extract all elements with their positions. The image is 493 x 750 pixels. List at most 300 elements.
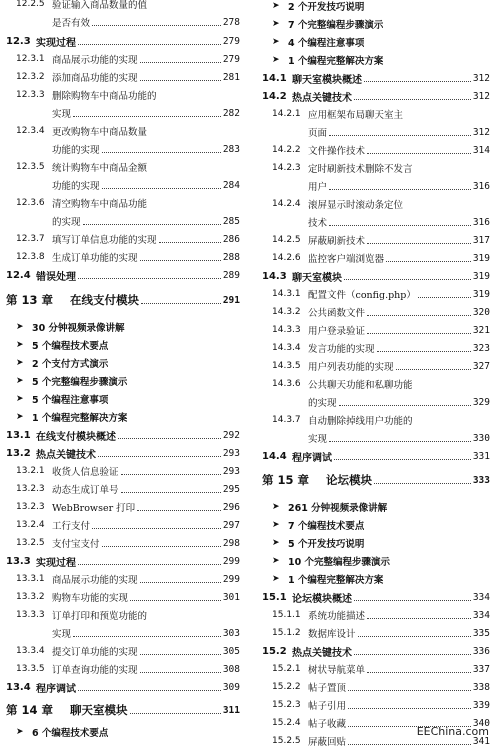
toc-entry-title: 用户 bbox=[308, 182, 328, 193]
toc-entry-sec bbox=[262, 69, 490, 87]
toc-entry-title: 30 分钟视频录像讲解 bbox=[32, 323, 125, 334]
dot-leader bbox=[83, 224, 221, 225]
toc-entry-number: 第 14 章 bbox=[6, 703, 54, 717]
toc-entry-title: 的实现 bbox=[308, 398, 337, 409]
toc-entry-page: 295 bbox=[222, 483, 240, 495]
toc-entry-sub bbox=[6, 660, 240, 678]
toc-entry-sub bbox=[262, 195, 490, 213]
dot-leader bbox=[329, 225, 471, 226]
toc-entry-title: 工行支付 bbox=[52, 521, 91, 532]
toc-entry-title: 10 个完整编程步骤演示 bbox=[288, 557, 391, 568]
toc-entry-title: 5 个编程技术要点 bbox=[32, 341, 109, 352]
toc-entry-number: 13.3.4 bbox=[16, 646, 45, 656]
toc-entry-number: 14.3.3 bbox=[272, 325, 301, 335]
toc-entry-page: 279 bbox=[222, 53, 240, 65]
toc-entry-sub bbox=[6, 50, 240, 68]
toc-entry-title: 帖子收藏 bbox=[308, 719, 347, 730]
toc-entry-sub bbox=[262, 105, 490, 123]
toc-entry-cont bbox=[262, 213, 490, 231]
toc-entry-title: 商品展示功能的实现 bbox=[52, 55, 138, 66]
bullet-arrow-icon: ➤ bbox=[16, 727, 24, 737]
toc-entry-page: 341 bbox=[472, 735, 490, 747]
dot-leader bbox=[92, 25, 221, 26]
toc-entry-chap bbox=[262, 471, 490, 489]
dot-leader bbox=[140, 62, 221, 63]
toc-entry-page: 292 bbox=[222, 429, 240, 441]
toc-entry-number: 12.2.5 bbox=[16, 0, 45, 9]
toc-entry-sub bbox=[262, 339, 490, 357]
toc-entry-page: 281 bbox=[222, 71, 240, 83]
dot-leader bbox=[159, 242, 221, 243]
dot-leader bbox=[130, 600, 221, 601]
toc-entry-title: 树状导航菜单 bbox=[308, 665, 366, 676]
toc-entry-cont bbox=[6, 104, 240, 122]
dot-leader bbox=[102, 188, 221, 189]
toc-entry-bullet bbox=[262, 570, 490, 588]
toc-entry-sub bbox=[6, 480, 240, 498]
toc-entry-bullet bbox=[6, 390, 240, 408]
toc-entry-number: 12.3.1 bbox=[16, 54, 45, 64]
toc-entry-number: 14.2.6 bbox=[272, 253, 301, 263]
dot-leader bbox=[329, 441, 471, 442]
toc-entry-sec bbox=[262, 447, 490, 465]
toc-entry-page: 308 bbox=[222, 663, 240, 675]
dot-leader bbox=[396, 369, 471, 370]
toc-entry-title: 实现过程 bbox=[36, 557, 76, 569]
toc-entry-page: 314 bbox=[472, 144, 490, 156]
toc-entry-title: 自动删除掉线用户功能的 bbox=[308, 416, 413, 427]
toc-entry-sub bbox=[6, 570, 240, 588]
toc-entry-title: 1 个编程完整解决方案 bbox=[288, 56, 384, 67]
toc-entry-number: 15.2.2 bbox=[272, 682, 301, 692]
toc-entry-title: 用户列表功能的实现 bbox=[308, 362, 394, 373]
toc-entry-number: 14.2.5 bbox=[272, 235, 301, 245]
toc-entry-chap bbox=[6, 291, 240, 309]
toc-entry-sec bbox=[262, 87, 490, 105]
toc-entry-number: 14.3.2 bbox=[272, 307, 301, 317]
toc-entry-title: 技术 bbox=[308, 218, 328, 229]
toc-entry-page: 285 bbox=[222, 215, 240, 227]
toc-entry-number: 13.2.1 bbox=[16, 466, 45, 476]
toc-entry-sub bbox=[262, 606, 490, 624]
toc-entry-title: 公共函数文件 bbox=[308, 308, 366, 319]
dot-leader bbox=[348, 690, 471, 691]
toc-entry-title: 帖子引用 bbox=[308, 701, 347, 712]
bullet-arrow-icon: ➤ bbox=[16, 340, 24, 350]
toc-entry-title: 论坛模块概述 bbox=[292, 593, 352, 605]
toc-entry-sub bbox=[262, 660, 490, 678]
toc-entry-page: 303 bbox=[222, 627, 240, 639]
toc-entry-number: 14.3.7 bbox=[272, 415, 301, 425]
toc-entry-number: 12.3 bbox=[6, 35, 31, 47]
toc-entry-title: 监控客户端浏览器 bbox=[308, 254, 385, 265]
bullet-arrow-icon: ➤ bbox=[16, 322, 24, 332]
toc-entry-number: 13.3.1 bbox=[16, 574, 45, 584]
toc-entry-page: 299 bbox=[222, 573, 240, 585]
dot-leader bbox=[354, 99, 471, 100]
bullet-arrow-icon: ➤ bbox=[272, 574, 280, 584]
toc-entry-title: 7 个编程技术要点 bbox=[288, 521, 365, 532]
dot-leader bbox=[140, 672, 221, 673]
toc-entry-title: 系统功能描述 bbox=[308, 611, 366, 622]
bullet-arrow-icon: ➤ bbox=[272, 520, 280, 530]
toc-entry-number: 13.3.2 bbox=[16, 592, 45, 602]
dot-leader bbox=[367, 243, 471, 244]
toc-entry-title: 更改购物车中商品数量 bbox=[52, 127, 148, 138]
toc-entry-title: 屏蔽刷新技术 bbox=[308, 236, 366, 247]
dot-leader bbox=[140, 654, 221, 655]
toc-entry-title: 5 个开发技巧说明 bbox=[288, 539, 365, 550]
toc-entry-title: 填写订单信息功能的实现 bbox=[52, 235, 157, 246]
toc-entry-number: 13.3 bbox=[6, 555, 31, 567]
dot-leader bbox=[358, 636, 471, 637]
toc-entry-sub bbox=[262, 696, 490, 714]
toc-entry-title: 公共聊天功能和私聊功能 bbox=[308, 380, 413, 391]
toc-entry-number: 15.2.5 bbox=[272, 736, 301, 746]
toc-entry-bullet bbox=[262, 33, 490, 51]
toc-entry-bullet bbox=[6, 408, 240, 426]
toc-entry-number: 12.4 bbox=[6, 269, 31, 281]
toc-entry-number: 15.2.1 bbox=[272, 664, 301, 674]
toc-entry-title: 清空购物车中商品功能 bbox=[52, 199, 148, 210]
dot-leader bbox=[78, 564, 221, 565]
toc-entry-sub bbox=[6, 588, 240, 606]
toc-entry-title: 商品展示功能的实现 bbox=[52, 575, 138, 586]
toc-entry-sec bbox=[262, 642, 490, 660]
toc-entry-number: 14.2.2 bbox=[272, 145, 301, 155]
toc-entry-title: 滚屏显示时滚动条定位 bbox=[308, 200, 404, 211]
toc-entry-number: 15.2.3 bbox=[272, 700, 301, 710]
toc-entry-title: 聊天室模块 bbox=[292, 272, 342, 284]
dot-leader bbox=[354, 600, 471, 601]
bullet-arrow-icon: ➤ bbox=[272, 538, 280, 548]
toc-entry-number: 15.2.4 bbox=[272, 718, 301, 728]
toc-entry-number: 13.4 bbox=[6, 681, 31, 693]
bullet-arrow-icon: ➤ bbox=[272, 37, 280, 47]
toc-entry-sub bbox=[6, 606, 240, 624]
toc-entry-sub bbox=[262, 411, 490, 429]
toc-entry-number: 14.3.4 bbox=[272, 343, 301, 353]
toc-entry-cont bbox=[6, 140, 240, 158]
toc-entry-title: 的实现 bbox=[52, 217, 81, 228]
toc-entry-title: 7 个完整编程步骤演示 bbox=[288, 20, 384, 31]
toc-entry-number: 13.2.3 bbox=[16, 502, 45, 512]
bullet-arrow-icon: ➤ bbox=[16, 412, 24, 422]
dot-leader bbox=[348, 708, 471, 709]
toc-entry-title: 动态生成订单号 bbox=[52, 485, 119, 496]
toc-entry-title: 添加商品功能的实现 bbox=[52, 73, 138, 84]
toc-entry-bullet bbox=[6, 336, 240, 354]
toc-entry-page: 296 bbox=[222, 501, 240, 513]
dot-leader bbox=[78, 690, 221, 691]
toc-entry-sub bbox=[6, 194, 240, 212]
toc-entry-page: 336 bbox=[472, 645, 490, 657]
bullet-arrow-icon: ➤ bbox=[272, 556, 280, 566]
toc-entry-page: 320 bbox=[472, 306, 490, 318]
toc-entry-title: 订单打印和预览功能的 bbox=[52, 611, 148, 622]
toc-entry-number: 13.2.4 bbox=[16, 520, 45, 530]
toc-entry-title: 支付宝支付 bbox=[52, 539, 100, 550]
toc-entry-number: 12.3.6 bbox=[16, 198, 45, 208]
dot-leader bbox=[348, 744, 471, 745]
bullet-arrow-icon: ➤ bbox=[16, 358, 24, 368]
dot-leader bbox=[102, 152, 221, 153]
dot-leader bbox=[92, 528, 221, 529]
toc-entry-sub bbox=[262, 231, 490, 249]
toc-entry-number: 12.3.8 bbox=[16, 252, 45, 262]
bullet-arrow-icon: ➤ bbox=[272, 19, 280, 29]
toc-entry-title: 配置文件（config.php） bbox=[308, 290, 416, 301]
dot-leader bbox=[374, 483, 471, 484]
toc-entry-sub bbox=[6, 122, 240, 140]
toc-entry-title: 热点关键技术 bbox=[292, 647, 352, 659]
toc-entry-sec bbox=[6, 32, 240, 50]
toc-entry-title: 6 个编程技术要点 bbox=[32, 728, 109, 739]
toc-entry-sub bbox=[6, 516, 240, 534]
toc-entry-number: 12.3.5 bbox=[16, 162, 45, 172]
toc-entry-page: 337 bbox=[472, 663, 490, 675]
toc-entry-bullet bbox=[262, 516, 490, 534]
toc-entry-sub bbox=[262, 678, 490, 696]
toc-entry-page: 316 bbox=[472, 216, 490, 228]
toc-entry-bullet bbox=[262, 552, 490, 570]
toc-entry-number: 14.2.4 bbox=[272, 199, 301, 209]
dot-leader bbox=[140, 582, 221, 583]
toc-entry-title: 5 个编程注意事项 bbox=[32, 395, 109, 406]
toc-entry-bullet bbox=[262, 51, 490, 69]
bullet-arrow-icon: ➤ bbox=[16, 376, 24, 386]
toc-entry-cont bbox=[6, 13, 240, 31]
bullet-arrow-icon: ➤ bbox=[272, 1, 280, 11]
toc-entry-title: 在线支付模块 bbox=[70, 293, 139, 307]
bullet-arrow-icon: ➤ bbox=[272, 502, 280, 512]
toc-entry-page: 312 bbox=[472, 126, 490, 138]
toc-entry-page: 279 bbox=[222, 35, 240, 47]
toc-entry-title: 2 个支付方式演示 bbox=[32, 359, 109, 370]
toc-entry-number: 15.1.2 bbox=[272, 628, 301, 638]
toc-entry-page: 338 bbox=[472, 681, 490, 693]
toc-entry-cont bbox=[6, 176, 240, 194]
toc-entry-number: 15.1 bbox=[262, 591, 287, 603]
toc-entry-number: 14.3 bbox=[262, 270, 287, 282]
toc-entry-title: 聊天室模块概述 bbox=[292, 74, 362, 86]
toc-entry-number: 13.2 bbox=[6, 447, 31, 459]
toc-entry-title: 验证输入商品数量的值 bbox=[52, 0, 148, 11]
toc-entry-sub bbox=[262, 303, 490, 321]
toc-entry-page: 329 bbox=[472, 396, 490, 408]
toc-entry-title: 在线支付模块概述 bbox=[36, 431, 116, 443]
toc-entry-sub bbox=[6, 248, 240, 266]
toc-entry-sub bbox=[6, 0, 240, 13]
toc-entry-bullet bbox=[262, 498, 490, 516]
toc-entry-page: 299 bbox=[222, 555, 240, 567]
toc-entry-bullet bbox=[262, 534, 490, 552]
toc-entry-sec bbox=[6, 678, 240, 696]
dot-leader bbox=[73, 116, 221, 117]
toc-entry-title: 是否有效 bbox=[52, 18, 91, 29]
toc-entry-page: 339 bbox=[472, 699, 490, 711]
toc-entry-title: 261 分钟视频录像讲解 bbox=[288, 503, 388, 514]
toc-entry-number: 14.2 bbox=[262, 90, 287, 102]
toc-entry-bullet bbox=[6, 723, 240, 741]
toc-entry-sub bbox=[6, 230, 240, 248]
toc-entry-sec bbox=[262, 588, 490, 606]
toc-entry-page: 317 bbox=[472, 234, 490, 246]
toc-entry-number: 14.2.1 bbox=[272, 109, 301, 119]
toc-entry-page: 293 bbox=[222, 447, 240, 459]
toc-entry-page: 333 bbox=[472, 474, 490, 486]
toc-entry-page: 282 bbox=[222, 107, 240, 119]
toc-entry-number: 15.1.1 bbox=[272, 610, 301, 620]
dot-leader bbox=[73, 636, 221, 637]
toc-entry-number: 13.2.5 bbox=[16, 538, 45, 548]
toc-entry-sec bbox=[6, 444, 240, 462]
dot-leader bbox=[339, 405, 471, 406]
toc-entry-page: 323 bbox=[472, 342, 490, 354]
toc-entry-title: 1 个编程完整解决方案 bbox=[288, 575, 384, 586]
toc-entry-bullet bbox=[6, 372, 240, 390]
toc-entry-number: 第 13 章 bbox=[6, 293, 54, 307]
toc-entry-title: 收货人信息验证 bbox=[52, 467, 119, 478]
toc-entry-title: 屏蔽回贴 bbox=[308, 737, 347, 748]
toc-entry-sub bbox=[262, 321, 490, 339]
toc-entry-page: 291 bbox=[222, 294, 240, 306]
toc-entry-title: 统计购物车中商品金额 bbox=[52, 163, 148, 174]
toc-entry-title: 功能的实现 bbox=[52, 145, 100, 156]
toc-entry-title: 功能的实现 bbox=[52, 181, 100, 192]
toc-entry-sec bbox=[6, 552, 240, 570]
toc-entry-page: 321 bbox=[472, 324, 490, 336]
toc-entry-number: 14.3.6 bbox=[272, 379, 301, 389]
toc-entry-number: 14.3.1 bbox=[272, 289, 301, 299]
toc-entry-sec bbox=[6, 266, 240, 284]
dot-leader bbox=[367, 618, 471, 619]
toc-entry-number: 12.3.4 bbox=[16, 126, 45, 136]
toc-entry-page: 288 bbox=[222, 251, 240, 263]
toc-entry-number: 13.2.3 bbox=[16, 484, 45, 494]
toc-entry-title: 应用框架布局聊天室主 bbox=[308, 110, 404, 121]
dot-leader bbox=[121, 492, 221, 493]
toc-entry-sub bbox=[262, 249, 490, 267]
toc-entry-title: 程序调试 bbox=[36, 683, 76, 695]
toc-entry-page: 297 bbox=[222, 519, 240, 531]
toc-entry-page: 286 bbox=[222, 233, 240, 245]
toc-entry-page: 312 bbox=[472, 90, 490, 102]
toc-entry-cont bbox=[262, 393, 490, 411]
toc-entry-title: 删除购物车中商品功能的 bbox=[52, 91, 157, 102]
dot-leader bbox=[121, 474, 221, 475]
bullet-arrow-icon: ➤ bbox=[272, 55, 280, 65]
toc-entry-number: 第 15 章 bbox=[262, 473, 310, 487]
toc-entry-title: 程序调试 bbox=[292, 452, 332, 464]
toc-entry-title: 文件操作技术 bbox=[308, 146, 366, 157]
dot-leader bbox=[78, 44, 221, 45]
toc-entry-number: 13.3.3 bbox=[16, 610, 45, 620]
dot-leader bbox=[118, 438, 221, 439]
toc-entry-title: 用户登录验证 bbox=[308, 326, 366, 337]
dot-leader bbox=[377, 351, 471, 352]
toc-entry-sub bbox=[6, 642, 240, 660]
dot-leader bbox=[137, 510, 221, 511]
toc-entry-page: 309 bbox=[222, 681, 240, 693]
toc-entry-title: 定时刷新技术删除不发言 bbox=[308, 164, 413, 175]
toc-entry-number: 15.2 bbox=[262, 645, 287, 657]
dot-leader bbox=[367, 333, 471, 334]
toc-entry-page: 301 bbox=[222, 591, 240, 603]
dot-leader bbox=[130, 713, 221, 714]
toc-entry-title: 错误处理 bbox=[36, 271, 76, 283]
toc-entry-title: 论坛模块 bbox=[326, 473, 372, 487]
dot-leader bbox=[334, 459, 471, 460]
toc-entry-sub bbox=[262, 285, 490, 303]
toc-entry-title: 2 个开发技巧说明 bbox=[288, 2, 365, 13]
toc-entry-title: 实现 bbox=[308, 434, 328, 445]
toc-entry-page: 311 bbox=[222, 704, 240, 716]
toc-entry-title: 数据库设计 bbox=[308, 629, 356, 640]
dot-leader bbox=[364, 81, 471, 82]
toc-entry-page: 319 bbox=[472, 288, 490, 300]
toc-entry-title: 实现过程 bbox=[36, 37, 76, 49]
toc-entry-page: 312 bbox=[472, 72, 490, 84]
toc-entry-number: 14.3.5 bbox=[272, 361, 301, 371]
dot-leader bbox=[140, 260, 221, 261]
toc-entry-number: 12.3.3 bbox=[16, 90, 45, 100]
toc-entry-title: 实现 bbox=[52, 629, 72, 640]
toc-entry-sec bbox=[6, 426, 240, 444]
toc-entry-sub bbox=[262, 357, 490, 375]
dot-leader bbox=[102, 546, 221, 547]
toc-entry-page: 319 bbox=[472, 252, 490, 264]
toc-entry-number: 12.3.7 bbox=[16, 234, 45, 244]
toc-entry-title: 1 个编程完整解决方案 bbox=[32, 413, 128, 424]
toc-entry-cont bbox=[262, 429, 490, 447]
toc-entry-page: 293 bbox=[222, 465, 240, 477]
toc-entry-sub bbox=[6, 498, 240, 516]
toc-entry-title: 页面 bbox=[308, 128, 328, 139]
toc-entry-page: 319 bbox=[472, 270, 490, 282]
toc-entry-sub bbox=[6, 86, 240, 104]
toc-entry-bullet bbox=[6, 354, 240, 372]
dot-leader bbox=[367, 672, 471, 673]
dot-leader bbox=[367, 153, 471, 154]
dot-leader bbox=[386, 261, 471, 262]
toc-entry-page: 340 bbox=[472, 717, 490, 729]
toc-entry-title: 购物车功能的实现 bbox=[52, 593, 129, 604]
watermark: EEChina.com bbox=[416, 725, 489, 738]
toc-entry-number: 12.3.2 bbox=[16, 72, 45, 82]
toc-entry-title: 提交订单功能的实现 bbox=[52, 647, 138, 658]
toc-entry-number: 14.2.3 bbox=[272, 163, 301, 173]
dot-leader bbox=[140, 80, 221, 81]
toc-entry-title: 5 个完整编程步骤演示 bbox=[32, 377, 128, 388]
dot-leader bbox=[98, 456, 221, 457]
toc-entry-page: 327 bbox=[472, 360, 490, 372]
toc-entry-sec bbox=[262, 267, 490, 285]
toc-entry-bullet bbox=[6, 318, 240, 336]
toc-entry-page: 278 bbox=[222, 16, 240, 28]
toc-entry-title: 聊天室模块 bbox=[70, 703, 128, 717]
toc-entry-number: 14.1 bbox=[262, 72, 287, 84]
toc-entry-title: WebBrowser 打印 bbox=[52, 503, 136, 514]
dot-leader bbox=[329, 189, 471, 190]
toc-entry-sub bbox=[6, 462, 240, 480]
dot-leader bbox=[141, 303, 221, 304]
toc-entry-page: 330 bbox=[472, 432, 490, 444]
toc-entry-number: 14.4 bbox=[262, 450, 287, 462]
toc-entry-page: 284 bbox=[222, 179, 240, 191]
toc-entry-page: 335 bbox=[472, 627, 490, 639]
toc-entry-bullet bbox=[262, 0, 490, 15]
